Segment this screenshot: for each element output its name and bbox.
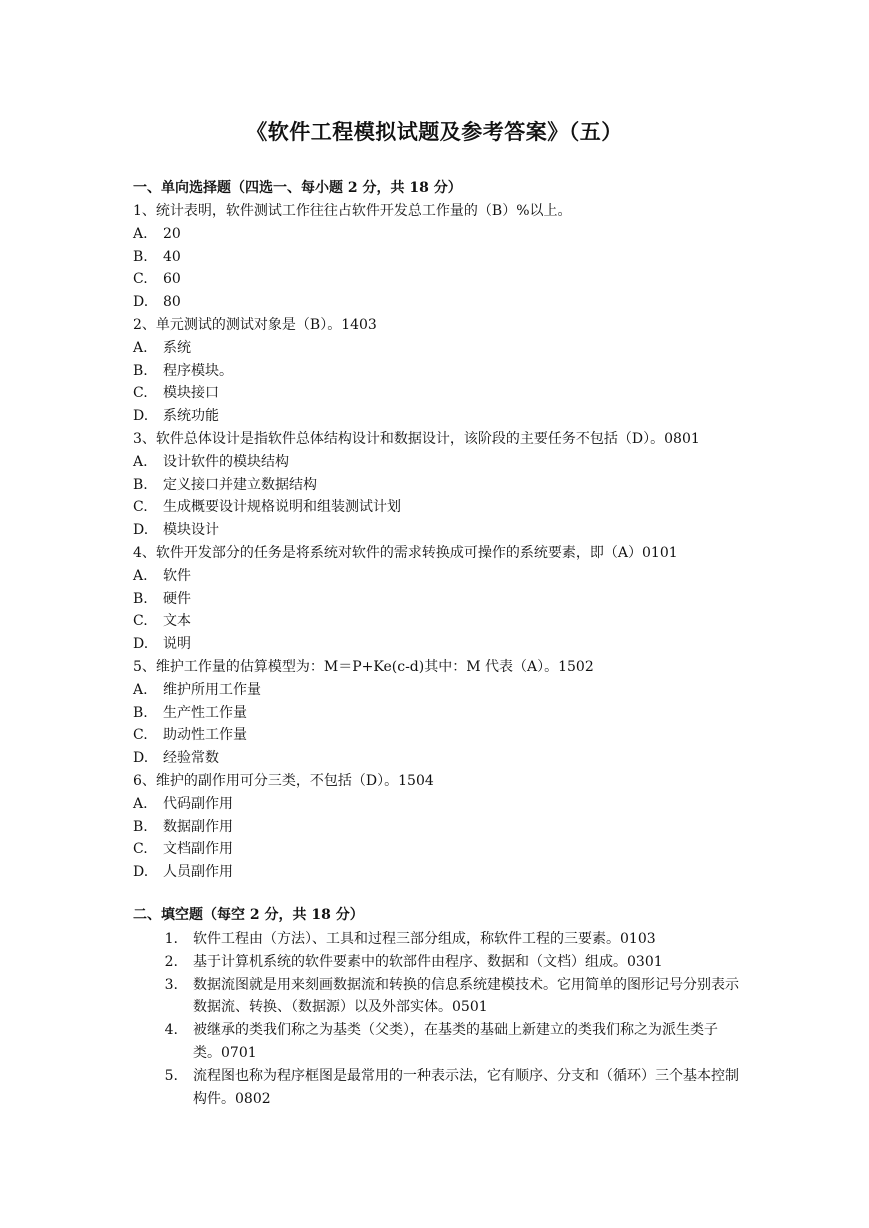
option-text: 经验常数 — [163, 750, 219, 767]
answer-option — [133, 793, 743, 816]
item-text: 被继承的类我们称之为基类（父类），在基类的基础上新建立的类我们称之为派生类子类。0701 — [193, 1022, 718, 1061]
option-letter: D. — [133, 750, 149, 767]
option-letter: C. — [133, 727, 148, 744]
item-text: 基于计算机系统的软件要素中的软部件由程序、数据和（文档）组成。0301 — [193, 953, 663, 970]
fill-blank-item — [133, 928, 743, 951]
fill-blank-item — [133, 951, 743, 974]
option-text: 维护所用工作量 — [163, 681, 261, 698]
option-letter: D. — [133, 522, 149, 539]
fill-blank-item — [133, 1065, 743, 1111]
option-text: 文本 — [163, 613, 191, 630]
item-text: 软件工程由（方法）、工具和过程三部分组成，称软件工程的三要素。0103 — [193, 931, 656, 947]
option-letter: D. — [133, 864, 149, 881]
question-text: 1、统计表明，软件测试工作往往占软件开发总工作量的（B）%以上。 — [133, 203, 572, 219]
answer-option — [133, 405, 743, 428]
option-text: 生产性工作量 — [163, 704, 247, 721]
single-choice-questions — [133, 200, 743, 884]
answer-option — [133, 382, 743, 405]
option-letter: C. — [133, 613, 148, 630]
option-letter: B. — [133, 590, 148, 607]
fill-blank-item — [133, 1019, 743, 1065]
option-letter: A. — [133, 339, 148, 356]
answer-option — [133, 451, 743, 474]
item-text: 流程图也称为程序框图是最常用的一种表示法，它有顺序、分支和（循环）三个基本控制构件。0802 — [193, 1067, 739, 1107]
option-text: 40 — [163, 248, 181, 265]
option-text: 软件 — [163, 567, 191, 584]
option-text: 助动性工作量 — [163, 727, 247, 744]
option-text: 硬件 — [163, 590, 191, 607]
option-letter: B. — [133, 248, 148, 265]
section-heading-fill-blank: 二、填空题（每空 2 分，共 18 分） — [133, 907, 364, 923]
option-letter: C. — [133, 385, 148, 402]
question-text: 4、软件开发部分的任务是将系统对软件的需求转换成可操作的系统要素，即（A）0101 — [133, 544, 678, 561]
answer-option — [133, 861, 743, 884]
answer-option — [133, 747, 743, 770]
option-letter: A. — [133, 681, 148, 698]
answer-option — [133, 816, 743, 839]
answer-option — [133, 496, 743, 519]
option-text: 80 — [163, 294, 181, 311]
option-text: 代码副作用 — [163, 795, 233, 812]
option-text: 20 — [163, 225, 181, 242]
answer-option — [133, 633, 743, 656]
option-text: 系统功能 — [163, 408, 219, 425]
answer-option — [133, 291, 743, 314]
answer-option — [133, 519, 743, 542]
option-letter: B. — [133, 704, 148, 721]
answer-option — [133, 702, 743, 725]
section-heading-single-choice: 一、单向选择题（四选一、每小题 2 分，共 18 分） — [133, 180, 462, 196]
option-letter: A. — [133, 225, 148, 242]
option-letter: A. — [133, 453, 148, 470]
option-letter: D. — [133, 408, 149, 425]
answer-option — [133, 360, 743, 383]
page-title: 《软件工程模拟试题及参考答案》（五） — [246, 119, 623, 144]
answer-option — [133, 565, 743, 588]
item-number: 5. — [164, 1067, 178, 1084]
option-letter: C. — [133, 841, 148, 858]
option-letter: B. — [133, 476, 148, 493]
question-text: 2、单元测试的测试对象是（B）。1403 — [133, 316, 377, 333]
answer-option — [133, 679, 743, 702]
option-text: 模块设计 — [163, 522, 219, 539]
question-text: 3、软件总体设计是指软件总体结构设计和数据设计，该阶段的主要任务不包括（D）。0801 — [133, 430, 700, 447]
item-number: 3. — [164, 976, 178, 993]
option-text: 60 — [163, 271, 181, 288]
question-text: 5、维护工作量的估算模型为：M＝P+Ke(c-d)其中：M 代表（A）。1502 — [133, 658, 594, 675]
option-text: 系统 — [163, 339, 191, 356]
fill-blank-items — [133, 928, 743, 1110]
option-letter: D. — [133, 636, 149, 653]
item-number: 1. — [164, 931, 178, 947]
answer-option — [133, 724, 743, 747]
answer-option — [133, 268, 743, 291]
answer-option — [133, 337, 743, 360]
option-letter: B. — [133, 818, 148, 835]
item-text: 数据流图就是用来刻画数据流和转换的信息系统建模技术。它用简单的图形记号分别表示数据流、转换、（数据源）以及外部实体。0501 — [193, 976, 739, 1016]
option-text: 模块接口 — [163, 385, 219, 402]
option-letter: B. — [133, 362, 148, 379]
option-letter: C. — [133, 499, 148, 516]
answer-option — [133, 223, 743, 246]
option-text: 人员副作用 — [163, 864, 233, 881]
question-text: 6、维护的副作用可分三类，不包括（D）。1504 — [133, 772, 434, 789]
option-letter: C. — [133, 271, 148, 288]
option-text: 文档副作用 — [163, 841, 233, 858]
fill-blank-item — [133, 974, 743, 1020]
answer-option — [133, 610, 743, 633]
option-letter: D. — [133, 294, 149, 311]
answer-option — [133, 838, 743, 861]
option-text: 定义接口并建立数据结构 — [163, 476, 317, 493]
option-letter: A. — [133, 567, 148, 584]
option-text: 说明 — [163, 636, 191, 653]
option-text: 程序模块。 — [163, 362, 233, 379]
answer-option — [133, 474, 743, 497]
option-text: 数据副作用 — [163, 818, 233, 835]
option-letter: A. — [133, 795, 148, 812]
option-text: 生成概要设计规格说明和组装测试计划 — [163, 499, 401, 516]
option-text: 设计软件的模块结构 — [163, 453, 289, 470]
item-number: 4. — [164, 1022, 178, 1039]
answer-option — [133, 588, 743, 611]
item-number: 2. — [164, 953, 178, 970]
answer-option — [133, 246, 743, 269]
